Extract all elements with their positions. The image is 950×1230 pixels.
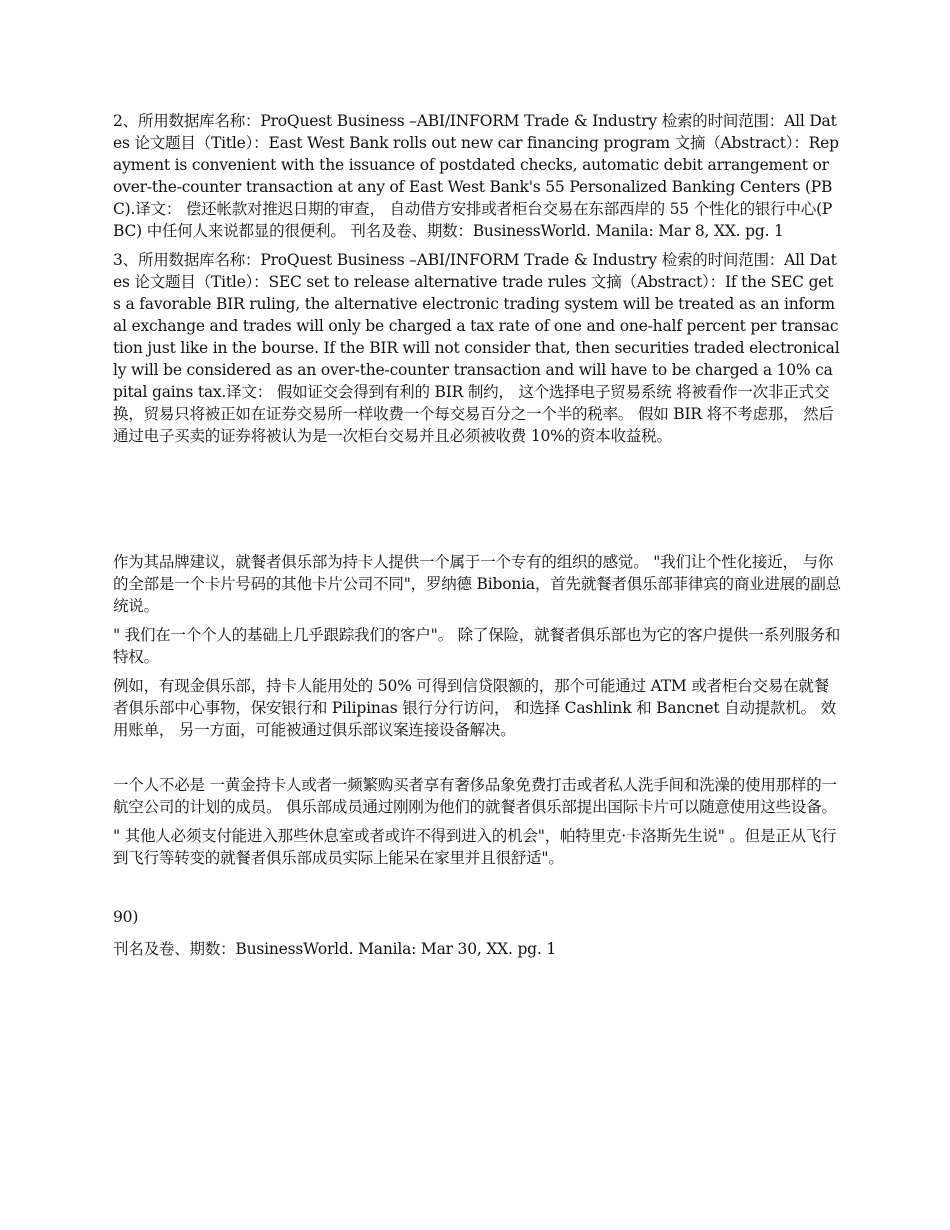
body-paragraph-4: 一个人不必是 一黄金持卡人或者一频繁购买者享有奢侈品象免费打击或者私人洗手间和洗澡的使用那样的一航空公司的计划的成员。 俱乐部成员通过刚刚为他们的就餐者俱乐部提出国际卡片可以随意使用这些设备。 [113, 776, 837, 816]
source-citation: 刊名及卷、期数：BusinessWorld. Manila: Mar 30, XX. pg. 1 [113, 940, 557, 958]
record-3-paragraph: 3、所用数据库名称：ProQuest Business –ABI/INFORM Trade & Industry 检索的时间范围：All Dates 论文题目（Title）：SEC set to release alternative trade rules 文摘（Abstract）：If the SEC gets a favorable BIR ruling, the alternative electronic trading system will be treated as an informal exchange and trades will only be charged a tax rate of one and one-half percent per transaction just like in the bourse. If the BIR will not consider that, then securities traded electronically will be considered as an over-the-counter transaction and will have to be charged a 10% capital gains tax.译文： 假如证交会得到有利的 BIR 制约， 这个选择电子贸易系统 将被看作一次非正式交换，贸易只将被正如在证券交易所一样收费一个每交易百分之一个半的税率。 假如 BIR 将不考虑那， 然后通过电子买卖的证券将被认为是一次柜台交易并且必须被收费 10%的资本收益税。 [113, 251, 840, 445]
item-number: 90) [113, 908, 139, 926]
document-page [113, 110, 841, 960]
body-paragraph-5: " 其他人必须支付能进入那些休息室或者或许不得到进入的机会"，帕特里克·卡洛斯先生说" 。但是正从飞行到飞行等转变的就餐者俱乐部成员实际上能呆在家里并且很舒适"。 [113, 827, 837, 867]
body-paragraph-1: 作为其品牌建议，就餐者俱乐部为持卡人提供一个属于一个专有的组织的感觉。 "我们让个性化接近， 与你的全部是一个卡片号码的其他卡片公司不同"，罗纳德 Bibonia，首先就餐者俱乐部菲律宾的商业进展的副总统说。 [113, 553, 841, 615]
record-2-paragraph: 2、所用数据库名称：ProQuest Business –ABI/INFORM Trade & Industry 检索的时间范围：All Dates 论文题目（Title）：East West Bank rolls out new car financing program 文摘（Abstract）：Repayment is convenient with the issuance of postdated checks, automatic debit arrangement or over-the-counter transaction at any of East West Bank's 55 Personalized Banking Centers (PBC).译文： 偿还帐款对推迟日期的审查， 自动借方安排或者柜台交易在东部西岸的 55 个性化的银行中心(PBC) 中任何人来说都显的很便利。 刊名及卷、期数：BusinessWorld. Manila: Mar 8, XX. pg. 1 [113, 112, 839, 240]
body-paragraph-2: " 我们在一个个人的基础上几乎跟踪我们的客户"。 除了保险，就餐者俱乐部也为它的客户提供一系列服务和特权。 [113, 626, 841, 666]
body-paragraph-3: 例如，有现金俱乐部，持卡人能用处的 50% 可得到信贷限额的，那个可能通过 ATM 或者柜台交易在就餐者俱乐部中心事物，保安银行和 Pilipinas 银行分行访问， 和选择 Cashlink 和 Bancnet 自动提款机。 效用账单， 另一方面，可能被通过俱乐部议案连接设备解决。 [113, 677, 836, 739]
